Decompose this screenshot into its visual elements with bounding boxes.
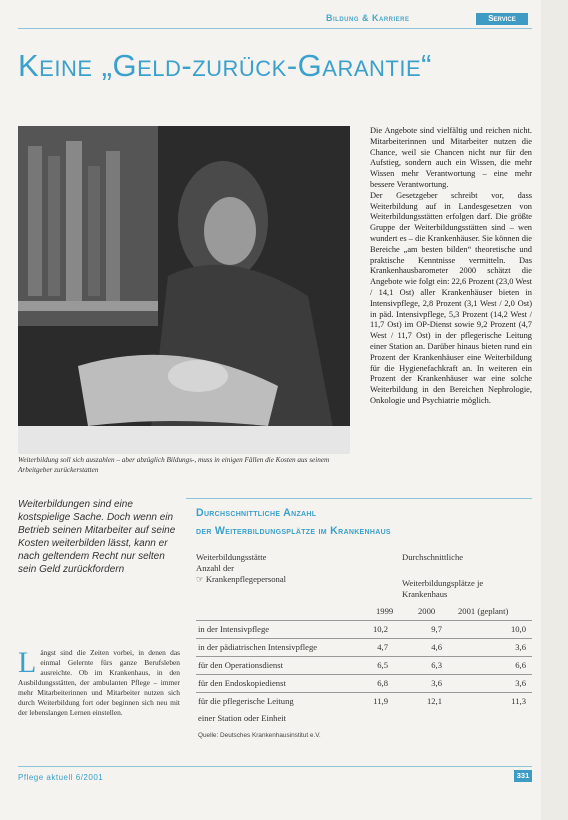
table-row — [196, 620, 532, 638]
table-header-right — [402, 552, 530, 563]
paragraph: Der Gesetzgeber schreibt vor, dass Weiterbildung auf in Landesgesetzen von Weiterbildungsstätten erfolgen darf. Die größte Gruppe der Weiterbildungsstätten sind – wen wundert es – die Krankenhäuser. Sie können die Bereiche „am besten bilden“ theoretische und praktische Kenntnisse vermitteln. Das Krankenhausbarometer 2000 schätzt die Angebote wie folgt ein: 22,6 Prozent (23,0 West / 14,1 Ost) aller Krankenhäuser bieten in Intensivpflege, 2,8 Prozent (3,1 West / 2,0 Ost) in päd. Intensivpflege, 5,3 Prozent (14,2 West / 11,7 Ost) im OP-Dienst sowie 9,2 Prozent (4,7 West / 11,7 Ost) in der pflegerische Leitung einer Station an. Darüber hinaus bieten rund ein Prozent der Krankenhäuser eine Weiterbildung für die Hygienefachkraft an. In weiteren ein Prozent der Krankenhäuser war eine solche Weiterbildung in den Bereichen Nephrologie, Onkologie und Psychiatrie möglich. — [370, 190, 532, 405]
table-title — [196, 504, 530, 540]
header-line: Weiterbildungsstätte — [196, 552, 267, 562]
pull-quote: Weiterbildungen sind eine kostspielige Sache. Doch wenn ein Betrieb seinen Mitarbeiter auf seine Kosten weiterbilden lässt, kann er nach geltendem Recht nur selten sein Geld zurückfordern — [18, 499, 176, 575]
row-value: 3,6 — [515, 678, 526, 688]
page-number: 331 — [514, 770, 532, 782]
data-table — [196, 620, 532, 727]
body-text: ängst sind die Zeiten vorbei, in denen das einmal Gelernte fürs ganze Berufsleben ausreichte. Ob im Krankenhaus, in den Ausbildungsstätten, der ambulanten Pflege – immer mehr Mitarbeiterinnen und Mitarbeiter nutzen sich durch Weiterbildung fort oder beginnen sich neu mit der lebenslangen Lernen einstellen. — [18, 648, 180, 717]
row-value: 3,6 — [431, 678, 442, 688]
header-line: Anzahl der — [196, 563, 234, 573]
body-text-right — [370, 126, 532, 407]
page-edge — [541, 0, 568, 820]
header-line: Krankenhaus — [402, 589, 448, 599]
row-label: für den Operationsdienst — [198, 660, 283, 670]
row-label: in der pädiatrischen Intensivpflege — [198, 642, 318, 652]
article-photo — [18, 126, 350, 454]
row-value: 6,8 — [377, 678, 388, 688]
header-line: Durchschnittliche — [402, 552, 464, 562]
table-title-line: der Weiterbildungsplätze im Krankenhaus — [196, 525, 391, 537]
table-header-left — [196, 552, 396, 585]
year-1999: 1999 — [376, 606, 394, 616]
table-row — [196, 638, 532, 656]
footer-rule — [18, 766, 532, 767]
table-row — [196, 656, 532, 674]
row-value: 10,2 — [372, 624, 388, 634]
table-source: Quelle: Deutsches Krankenhausinstitut e.V. — [198, 732, 321, 739]
row-label: für den Endoskopiedienst — [198, 678, 286, 688]
row-value: 4,7 — [377, 642, 388, 652]
paragraph: Die Angebote sind vielfältig und reichen nicht. Mitarbeiterinnen und Mitarbeiter nutzen die Chance, weil sie Chancen nicht nur für den Aufstieg, sondern auch ein Wissen, die mehr Wissen mehr Verantwortung – eine mehr bessere Verantwortung. — [370, 126, 532, 189]
year-2001: 2001 (geplant) — [458, 606, 509, 616]
row-label: für die pflegerische Leitung — [198, 696, 294, 706]
row-value: 3,6 — [515, 642, 526, 652]
row-value: 11,9 — [373, 696, 388, 706]
row-value: 4,6 — [431, 642, 442, 652]
service-tag: Service — [476, 13, 528, 25]
article-title: Keine „Geld-zurück-Garantie“ — [18, 48, 432, 83]
table-row — [196, 710, 532, 727]
row-label: einer Station oder Einheit — [198, 713, 287, 723]
year-header-row — [196, 606, 532, 618]
drop-cap: L — [18, 646, 37, 679]
row-value: 6,3 — [431, 660, 442, 670]
table-title-line: Durchschnittliche Anzahl — [196, 507, 317, 519]
body-text-left — [18, 648, 180, 718]
row-value: 6,6 — [515, 660, 526, 670]
row-value: 9,7 — [431, 624, 442, 634]
table-row — [196, 674, 532, 692]
row-value: 11,3 — [511, 696, 526, 706]
row-value: 6,5 — [377, 660, 388, 670]
table-header-right-sub — [402, 578, 530, 600]
header-line: Weiterbildungsplätze je — [402, 578, 484, 588]
photo-caption: Weiterbildung soll sich auszahlen – aber abzüglich Bildungs-, muss in einigen Fällen die Kosten aus seinem Arbeitgeber zurückerstatten — [18, 456, 330, 474]
row-value: 10,0 — [510, 624, 526, 634]
row-value: 12,1 — [426, 696, 442, 706]
header-rule — [18, 28, 532, 29]
table-row — [196, 692, 532, 710]
row-label: in der Intensivpflege — [198, 624, 270, 634]
year-2000: 2000 — [418, 606, 436, 616]
header-line: ☞ Krankenpflegepersonal — [196, 574, 287, 584]
footer-publication: Pflege aktuell 6/2001 — [18, 773, 104, 782]
box-rule — [186, 498, 532, 499]
section-tag: Bildung & Karriere — [326, 13, 410, 23]
